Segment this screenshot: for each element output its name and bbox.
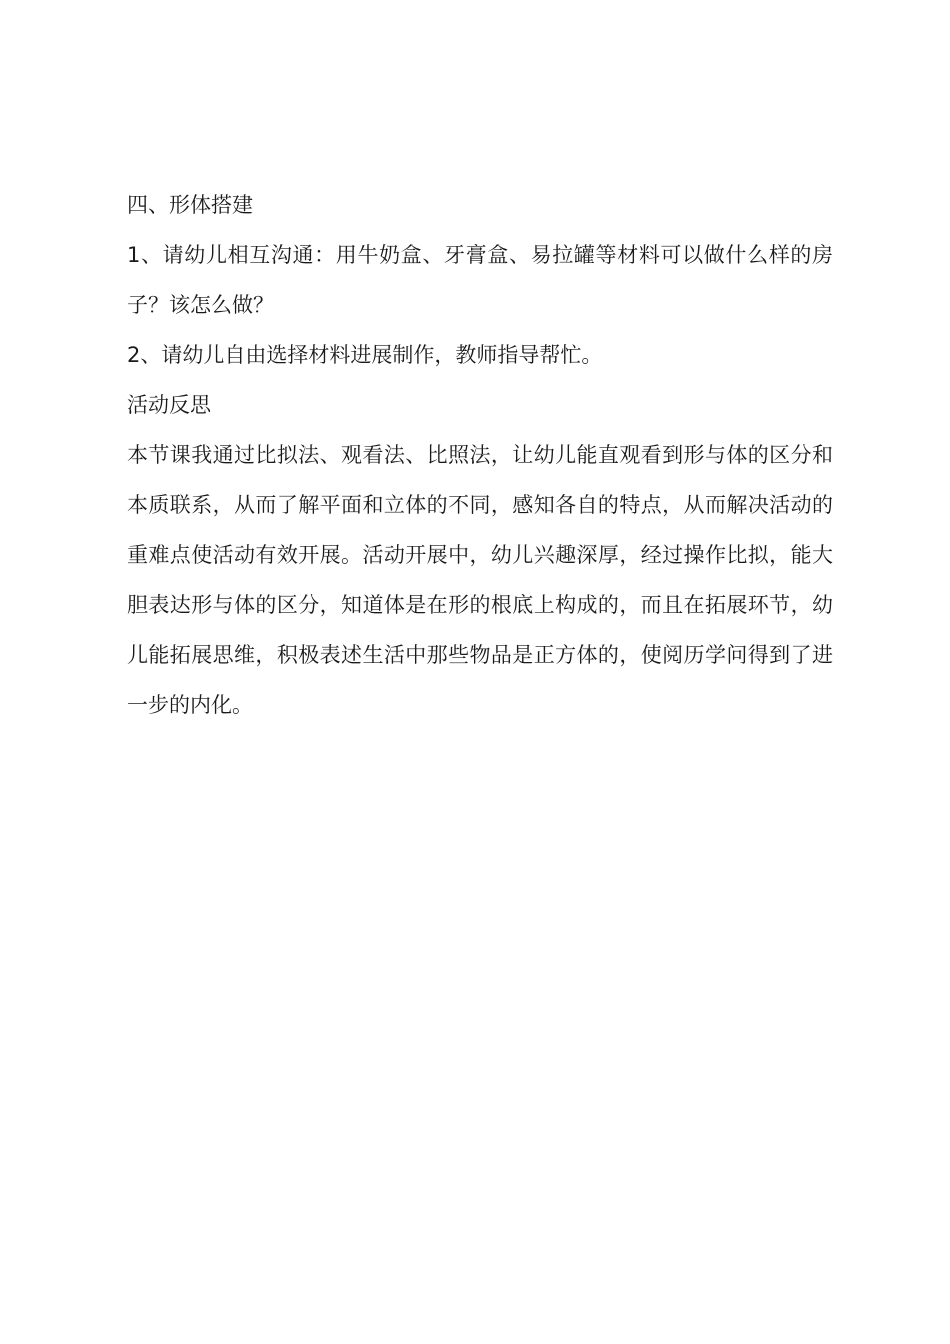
document-body [127,180,833,730]
list-item-2: 2、请幼儿自由选择材料进展制作，教师指导帮忙。 [127,343,603,367]
reflection-title: 活动反思 [127,393,211,417]
reflection-paragraph: 本节课我通过比拟法、观看法、比照法，让幼儿能直观看到形与体的区分和本质联系，从而了解平面和立体的不同，感知各自的特点，从而解决活动的重难点使活动有效开展。活动开展中，幼儿兴趣深厚，经过操作比拟，能大胆表达形与体的区分，知道体是在形的根底上构成的，而且在拓展环节，幼儿能拓展思维，积极表述生活中那些物品是正方体的，使阅历学问得到了进一步的内化。 [127,443,833,717]
list-item-1: 1、请幼儿相互沟通：用牛奶盒、牙膏盒、易拉罐等材料可以做什么样的房子？该怎么做？ [127,243,833,317]
section-heading: 四、形体搭建 [127,193,253,217]
